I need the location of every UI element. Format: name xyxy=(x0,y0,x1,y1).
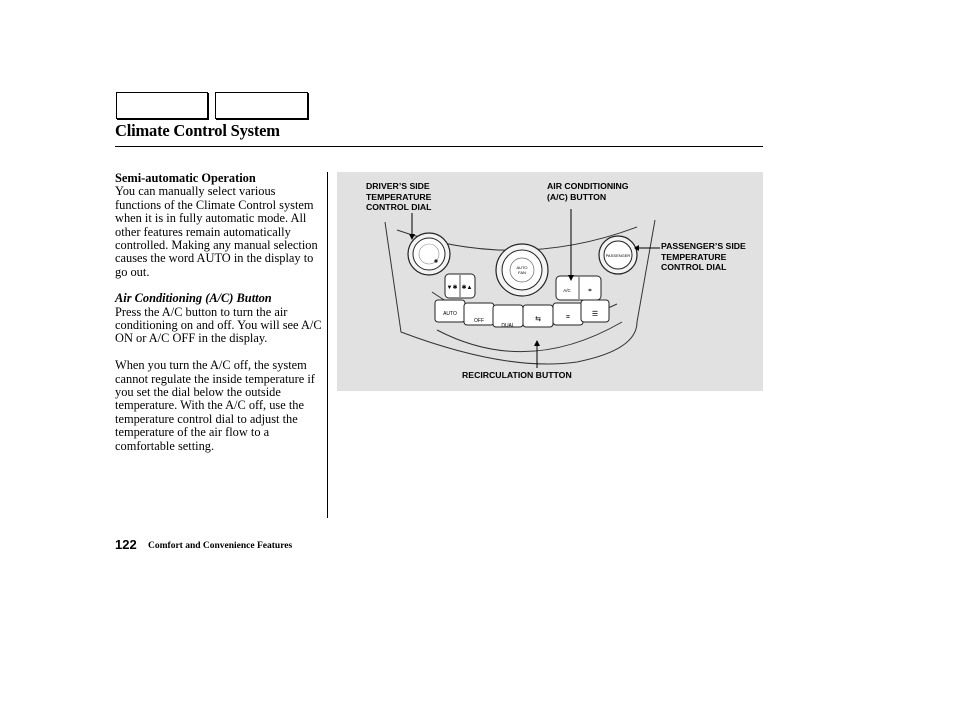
svg-text:▼✱: ▼✱ xyxy=(446,285,458,291)
svg-text:AUTO: AUTO xyxy=(516,265,528,270)
ac-off-paragraph: When you turn the A/C off, the system cannot regulate the inside temperature if you set the dial below the outside temperature. With the A/C off, use the temperature control dial to adjust the temperature of the air flow to a comfortable setting. xyxy=(115,358,315,453)
text-column xyxy=(115,172,323,453)
ac-subheading: Air Conditioning (A/C) Button xyxy=(115,291,272,306)
callout-ac-button: AIR CONDITIONING (A/C) BUTTON xyxy=(547,181,629,202)
dual-panel-label: DUAL xyxy=(501,323,515,329)
svg-text:☰: ☰ xyxy=(591,311,599,318)
section-footer: Comfort and Convenience Features xyxy=(148,541,293,551)
callout-recirc-button: RECIRCULATION BUTTON xyxy=(462,370,572,380)
svg-text:⌗: ⌗ xyxy=(588,288,592,294)
svg-text:⌗: ⌗ xyxy=(566,314,570,321)
passenger-temp-dial[interactable] xyxy=(599,236,637,274)
off-panel-label: OFF xyxy=(474,318,484,324)
auto-panel-label: AUTO xyxy=(443,311,457,317)
ac-panel-label: A/C xyxy=(563,288,571,293)
svg-text:⇆: ⇆ xyxy=(535,316,541,323)
column-divider xyxy=(327,172,328,518)
mode-button-row xyxy=(435,300,609,329)
page-title: Climate Control System xyxy=(115,121,280,140)
page-number: 122 xyxy=(115,537,137,552)
fan-speed-buttons[interactable] xyxy=(445,274,475,298)
driver-temp-dial[interactable] xyxy=(408,233,450,275)
intro-paragraph: You can manually select various functions of the Climate Control system when it is in fully automatic mode. All other features remain automatically controlled. Making any manual selection causes the word AUTO in the display to go out. xyxy=(115,184,318,279)
callout-driver-dial: DRIVER’S SIDE TEMPERATURE CONTROL DIAL xyxy=(366,181,432,212)
climate-panel-figure xyxy=(337,172,763,391)
svg-text:✱▲: ✱▲ xyxy=(461,285,473,291)
passenger-knob-label: PASSENGER xyxy=(605,253,631,258)
ac-paragraph: Press the A/C button to turn the air conditioning on and off. You will see A/C ON or A/C OFF in the display. xyxy=(115,304,322,346)
ac-button[interactable] xyxy=(556,276,601,300)
callout-passenger-dial: PASSENGER’S SIDE TEMPERATURE CONTROL DIAL xyxy=(661,241,746,272)
title-rule xyxy=(115,146,763,147)
nav-next-button[interactable] xyxy=(215,92,308,119)
nav-previous-button[interactable] xyxy=(116,92,208,119)
svg-text:FAN: FAN xyxy=(518,270,526,275)
section-subheading: Semi-automatic Operation xyxy=(115,171,256,185)
center-fan-knob[interactable] xyxy=(496,244,548,296)
